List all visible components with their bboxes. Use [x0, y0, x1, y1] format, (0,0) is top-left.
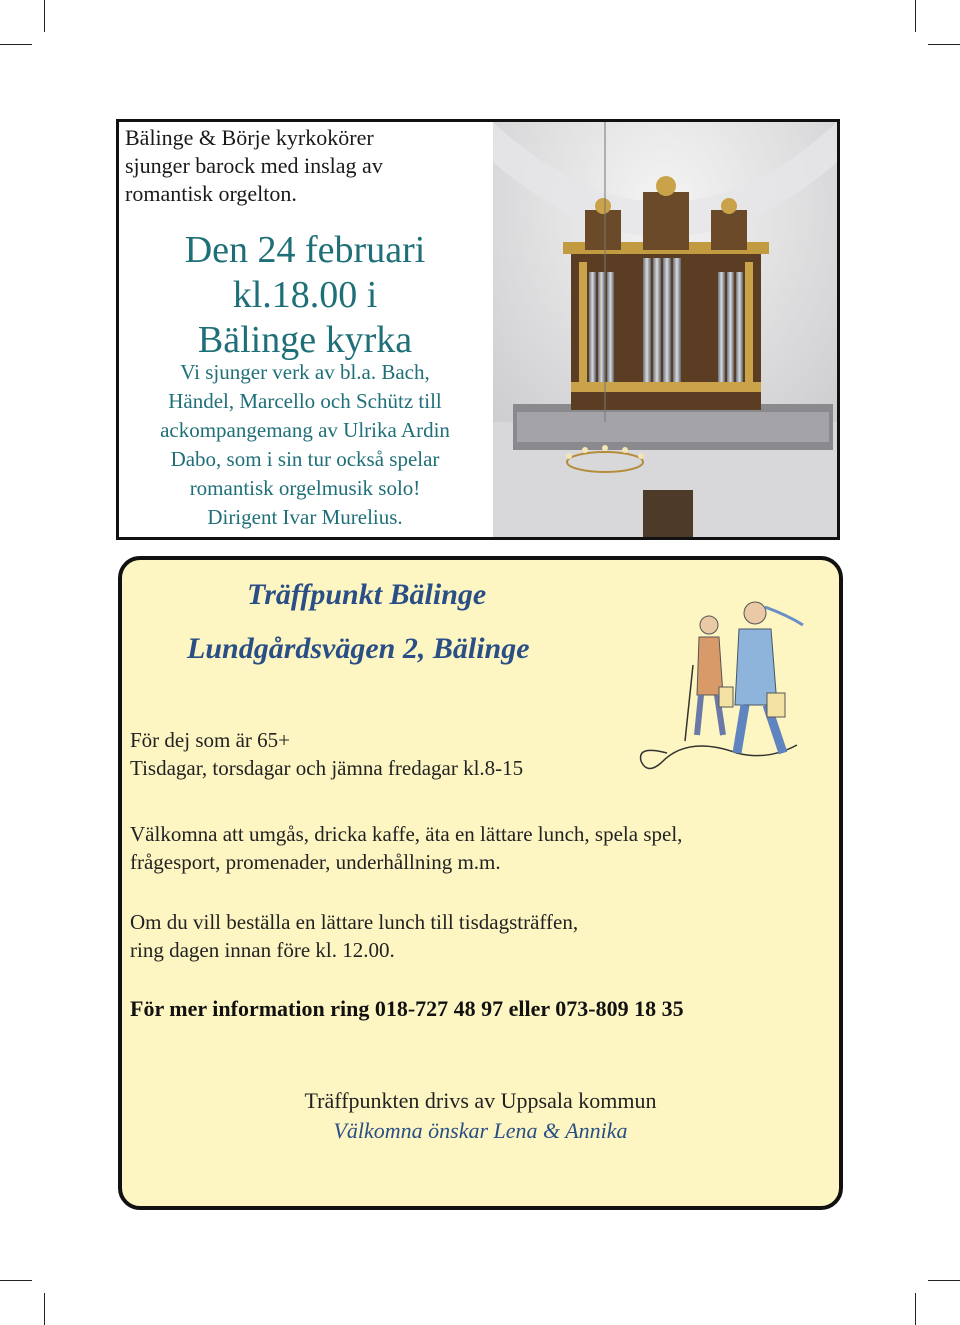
- crop-mark: [915, 0, 916, 32]
- concert-headline: [119, 228, 491, 363]
- paragraph-line: frågesport, promenader, underhållning m.m.: [130, 850, 501, 874]
- detail-line: Dirigent Ivar Murelius.: [207, 505, 403, 529]
- crop-mark: [44, 0, 45, 32]
- detail-line: Dabo, som i sin tur också spelar: [170, 447, 440, 471]
- meeting-box: [118, 556, 843, 1210]
- concert-intro: [125, 124, 485, 208]
- headline-venue: Bälinge kyrka: [197, 319, 413, 361]
- detail-line: romantisk orgelmusik solo!: [189, 476, 421, 500]
- paragraph-line: Välkomna att umgås, dricka kaffe, äta en lättare lunch, spela spel,: [130, 822, 683, 846]
- headline-date: Den 24 februari: [184, 229, 426, 271]
- paragraph-line: För dej som är 65+: [130, 728, 290, 752]
- greeting-line: Välkomna önskar Lena & Annika: [333, 1118, 628, 1143]
- crop-mark: [0, 44, 32, 45]
- paragraph-line: Om du vill beställa en lättare lunch till tisdagsträffen,: [130, 910, 579, 934]
- intro-line: Bälinge & Börje kyrkokörer: [125, 125, 374, 150]
- detail-line: ackompangemang av Ulrika Ardin: [160, 418, 450, 442]
- activities-paragraph: [130, 820, 682, 876]
- organizer-line: Träffpunkten drivs av Uppsala kommun: [304, 1088, 657, 1113]
- crop-mark: [44, 1293, 45, 1325]
- paragraph-line: ring dagen innan före kl. 12.00.: [130, 938, 395, 962]
- audience-paragraph: [130, 726, 523, 782]
- concert-details: [119, 358, 491, 532]
- church-organ-icon: [493, 122, 837, 537]
- concert-text: [119, 122, 491, 537]
- walking-couple-icon: [627, 585, 807, 775]
- headline-time: kl.18.00 i: [232, 274, 378, 316]
- meeting-address: Lundgårdsvägen 2, Bälinge: [187, 632, 530, 665]
- detail-line: Händel, Marcello och Schütz till: [168, 389, 442, 413]
- paragraph-line: Tisdagar, torsdagar och jämna fredagar kl.8-15: [130, 756, 524, 780]
- contact-info: För mer information ring 018-727 48 97 eller 073-809 18 35: [130, 996, 684, 1021]
- crop-mark: [928, 1280, 960, 1281]
- detail-line: Vi sjunger verk av bl.a. Bach,: [180, 360, 430, 384]
- crop-mark: [928, 44, 960, 45]
- intro-line: romantisk orgelton.: [125, 181, 297, 206]
- meeting-title: Träffpunkt Bälinge: [247, 578, 487, 611]
- concert-box: [116, 119, 840, 540]
- crop-mark: [0, 1280, 32, 1281]
- church-organ-photo: [493, 122, 837, 537]
- lunch-paragraph: [130, 908, 578, 964]
- crop-mark: [915, 1293, 916, 1325]
- intro-line: sjunger barock med inslag av: [125, 153, 383, 178]
